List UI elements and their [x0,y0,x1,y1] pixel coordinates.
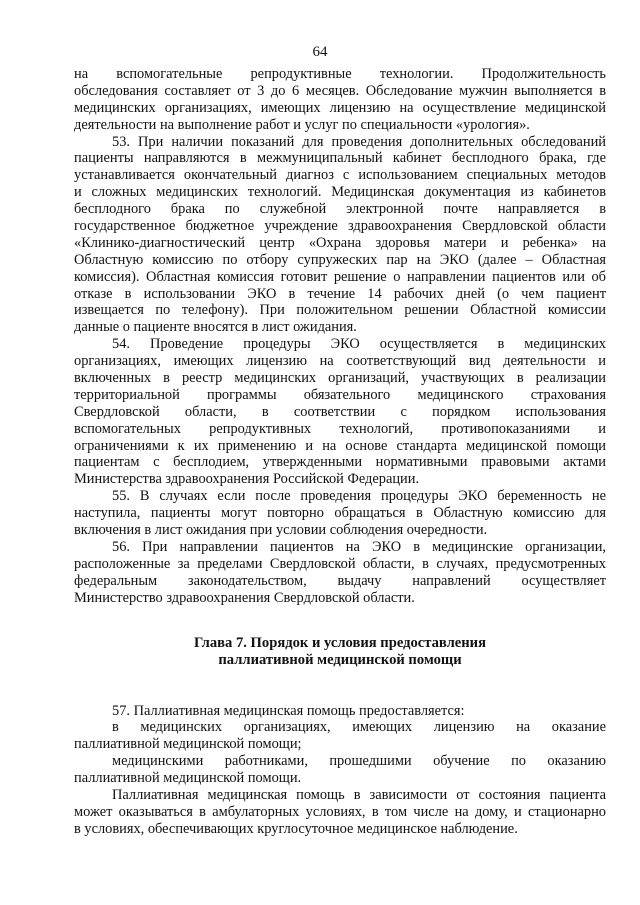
text-line: пациентам с бесплодием, утвержденными нормативными правовыми актами [74,454,606,471]
text-line: обследования составляет от 3 до 6 месяцев. Обследование мужчин выполняется в [74,82,606,99]
text-line: устанавливается окончательный диагноз с использованием специальных методов [74,167,606,184]
text-line: Областную комиссию по отбору супружеских пар на ЭКО (далее – Областная [74,251,606,268]
text-line: государственное бюджетное учреждение здравоохранения Свердловской области [74,218,606,235]
text-line: отказе в использовании ЭКО в течение 14 рабочих дней (о чем пациент [74,285,606,302]
text-line: данные о пациенте вносятся в лист ожидания. [74,319,357,336]
text-line: «Клинико-диагностический центр «Охрана здоровья матери и ребенка» на [74,234,606,251]
text-line: медицинских организациях, имеющих лицензию на осуществление медицинской [74,99,606,116]
text-line: Свердловской области, в соответствии с порядком использования [74,403,606,420]
text-line: вспомогательных репродуктивных технологий, противопоказаниями и [74,420,606,437]
text-line: ограничениями к их применению и на основе стандарта медицинской помощи [74,437,606,454]
text-line: территориальной программы обязательного медицинского страхования [74,386,606,403]
text-line: на вспомогательные репродуктивные технологии. Продолжительность [74,66,606,82]
text-before-heading [74,66,606,607]
document-body [74,66,606,838]
text-line: 53. При наличии показаний для проведения дополнительных обследований [112,133,606,150]
text-line: может оказываться в амбулаторных условиях, в том числе на дому, и стационарно [74,803,606,820]
text-line: в медицинских организациях, имеющих лицензию на оказание [112,719,606,736]
text-line: расположенные за пределами Свердловской области, в случаях, предусмотренных [74,555,606,572]
chapter-heading-line-2: паллиативной медицинской помощи [218,651,462,668]
text-line: Министерства здравоохранения Российской Федерации. [74,471,420,488]
text-line: включенных в реестр медицинских организаций, участвующих в реализации [74,370,606,387]
text-line: комиссия). Областная комиссия готовит решение о направлении пациентов или об [74,268,606,285]
text-line: пациенты направляются в межмуниципальный кабинет бесплодного брака, где [74,150,606,167]
chapter-heading-line-1: Глава 7. Порядок и условия предоставления [194,634,486,651]
text-line: федеральным законодательством, выдачу направлений осуществляет [74,572,606,589]
text-line: и сложных медицинских технологий. Медицинская документация из кабинетов [74,184,606,201]
page-number: 64 [312,44,328,60]
text-line: организациях, имеющих лицензию на соответствующий вид деятельности и [74,353,606,370]
text-line: извещается по телефону). При положительном решении Областной комиссии [74,302,606,319]
text-line: наступила, пациенты могут повторно обращаться в Областную комиссию для [74,505,606,522]
text-line: паллиативной медицинской помощи. [74,770,302,787]
text-after-heading [74,703,606,838]
text-line: включения в лист ожидания при условии соблюдения очередности. [74,522,488,539]
text-line: в условиях, обеспечивающих круглосуточное медицинское наблюдение. [74,820,518,837]
text-line: деятельности на выполнение работ и услуг по специальности «урология». [74,116,530,133]
text-line: 54. Проведение процедуры ЭКО осуществляется в медицинских [112,336,606,353]
text-line: 55. В случаях если после проведения процедуры ЭКО беременность не [112,488,606,505]
text-line: бесплодного брака по служебной электронной почте направляется в [74,201,606,218]
text-line: Министерство здравоохранения Свердловской области. [74,589,415,606]
text-line: медицинскими работниками, прошедшими обучение по оказанию [112,753,606,770]
text-line: 56. При направлении пациентов на ЭКО в медицинские организации, [112,538,606,555]
text-line: 57. Паллиативная медицинская помощь предоставляется: [112,702,465,719]
text-line: паллиативной медицинской помощи; [74,736,302,753]
text-line: Паллиативная медицинская помощь в зависимости от состояния пациента [112,786,606,803]
